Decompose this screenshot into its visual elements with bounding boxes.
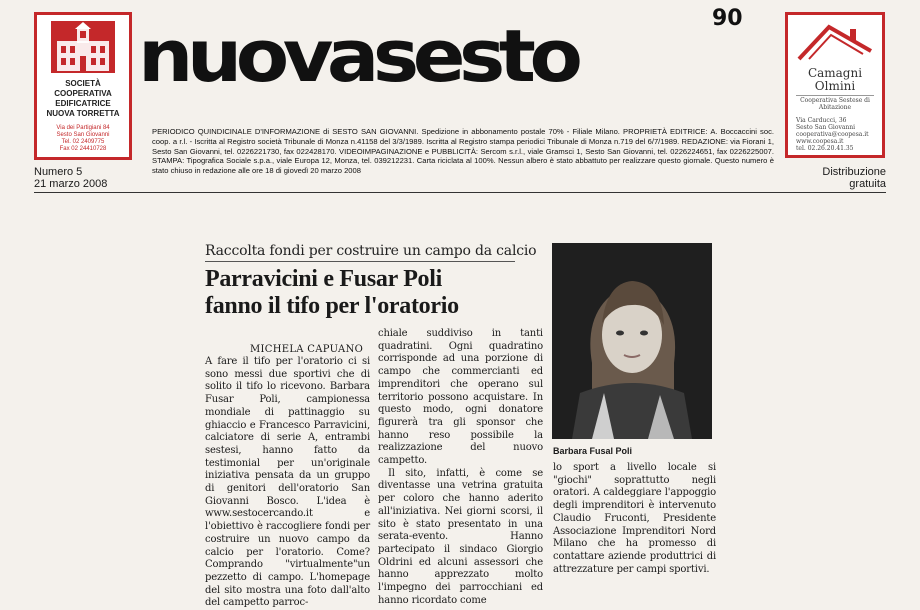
issue-numero: Numero 5 [34,166,83,178]
article-paragraph: lo sport a livello locale si "giochi" soprattutto negli oratori. A caldeggiare l'appoggio degli imprenditori è intervenuto Claudio Fruconti, Presidente Associazione Imprenditori Nord Milano che ha promesso di contattare aziende produttrici di attrezzature per campi sportivi. [553,462,716,575]
photo-caption: Barbara Fusal Poli [553,446,633,456]
masthead-title: nuovasesto [138,14,577,98]
distribution-note: Distribuzione gratuita [822,166,886,190]
ad-camagni-olmini [785,12,885,158]
article-column-2 [378,328,543,607]
article-author: MICHELA CAPUANO [250,344,364,355]
masthead-issue-number: 90 [712,6,743,31]
article-paragraph: chiale suddiviso in tanti quadratini. Ogni quadratino corrisponde ad una porzione di campo che commercianti ed imprenditori che operano sul territorio possono acquistare. In questo modo, ogni donatore figurerà tra gli sponsor che hanno reso possibile la realizzazione del nuovo campetto. [378,328,543,467]
article-column-1 [205,356,370,610]
article-paragraph: A fare il tifo per l'oratorio ci si sono messi due sportivi che di solito il tifo lo ricevono. Barbara Fusar Poli, campionessa mondiale di pattinaggio su ghiaccio e Francesco Parravicini, calciatore di serie A, entrambi sestesi, hanno fatto da testimonial per un'originale iniziativa pensata da un gruppo di genitori dell'oratorio San Giovanni Bosco. L'idea è www.sestocercando.it e l'obiettivo è raccogliere fondi per costruire un nuovo campo da calcio per l'oratorio. Come? Comprando "virtualmente"un pezzetto di campo. L'homepage del sito mostra una foto dall'alto del campetto parroc- [205,356,370,609]
ad-right-address: Via Carducci, 36 Sesto San Giovanni cooperativa@coopesa.it www.coopesa.it tel. 02.26.20.41.35 [796,117,869,152]
article-kicker: Raccolta fondi per costruire un campo da calcio [205,243,537,259]
header-rule [34,192,886,193]
article-headline: Parravicini e Fusar Poli fanno il tifo per l'oratorio [205,266,459,319]
article-photo [552,243,712,439]
ad-cooperativa-nuova-torretta [34,12,132,160]
building-icon [51,21,115,73]
colophon: PERIODICO QUINDICINALE D'INFORMAZIONE di SESTO SAN GIOVANNI. Spedizione in abbonamento postale 70% - Filiale Milano. PROPRIETÀ EDITRICE: A. Boccaccini soc. coop. a r.l. - Iscritta al Registro società Tribunale di Monza n.41158 del 3/3/1989. Iscritta al Registro stampa periodici Tribunale di Monza n.719 del 6/7/1989. REDAZIONE: via Fiorani 1, Sesto San Giovanni, tel. 0226221730, fax 022428170. VIDEOIMPAGINAZIONE e PUBBLICITÀ: Sercom s.r.l., viale Gramsci 1, Sesto San Giovanni, tel. 0226224651, fax 0226225007. STAMPA: Tipografica Sociale s.p.a., viale Europa 12, Monza, tel. 039212231. Carta riciclata al 100%. Nessun albero è stato abbattuto per realizzare questo giornale. Questo numero è stato chiuso in redazione alle ore 18 di giovedì 20 marzo 2008 [152,127,774,176]
ad-right-brand: Camagni Olmini [807,66,863,93]
article-paragraph: Il sito, infatti, è come se diventasse una vetrina gratuita per coloro che hanno aderito all'iniziativa. Nei giorni scorsi, il sito è stato presentato in una serata-evento. Hanno partecipato il sindaco Giorgio Oldrini ed alcuni assessori che hanno apprezzato molto l'impegno dei parrocchiani ed hanno ricordato come [378,467,543,606]
portrait-illustration [552,243,712,439]
issue-info [34,166,107,190]
house-roof-icon [795,21,875,61]
kicker-rule [205,261,515,262]
ad-left-address: Via dei Partigiani 84 Sesto San Giovanni Tel. 02 2409775 Fax 02 24410728 [56,125,110,152]
article-column-3 [553,462,716,576]
ad-right-subtitle: Cooperativa Sestese di Abitazione [796,95,874,111]
issue-date: 21 marzo 2008 [34,178,108,190]
ad-left-name: SOCIETÀ COOPERATIVA EDIFICATRICE NUOVA TORRETTA [46,79,120,118]
